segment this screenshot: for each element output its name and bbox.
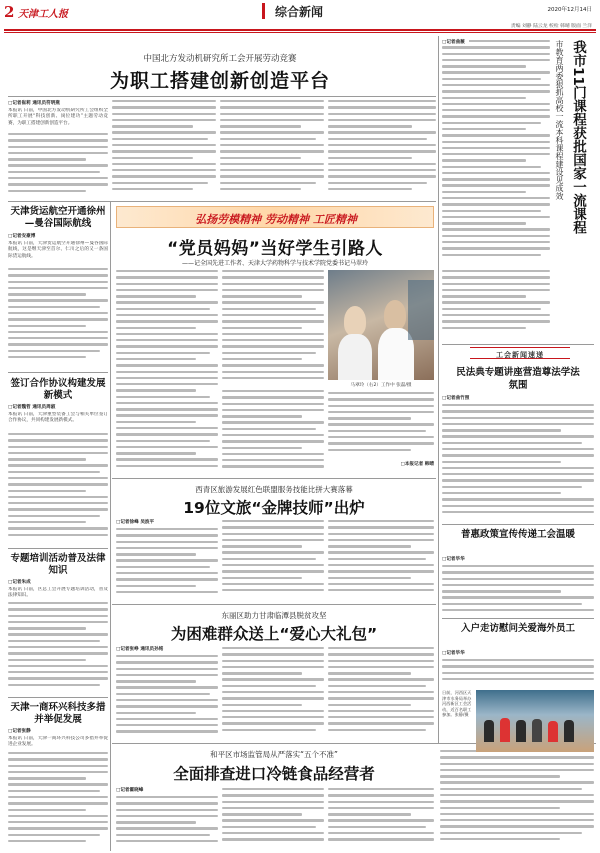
lead-body-col4 [328,100,436,197]
feature-text-col2 [222,270,324,386]
xiqing-kicker: 西青区旅游发展红色联盟服务技能比拼大赛落幕 [195,485,353,494]
lead-headline: 为职工搭建创新创造平台 [109,70,330,92]
paper-name: 天津工人报 [18,9,68,20]
union-item-1-text [442,404,594,520]
lead-body: 本报讯 日前，中国北方发动机研究所工会组织全所职工开展“科技创新、岗位建功”主题劳动竞赛，为职工搭建创新创造平台。 [8,108,108,126]
brief-3-title: 专题培训活动普及法律知识 [10,553,106,576]
union-item-1-title: 民法典专题讲座营造尊法学法氛围 [456,367,580,391]
dongli-headline: 为困难群众送上“爱心大礼包” [170,625,378,643]
masthead-rule-thin [4,32,596,33]
heping-headline: 全面排查进口冷链食品经营者 [173,765,375,783]
feature-text-col3a [222,390,324,474]
union-item-3-title: 入户走访慰问关爱海外员工 [460,623,575,634]
union-item-1-byline: □记者曲竹照 [442,396,470,401]
union-item-2-text [442,565,594,615]
brief-3-body: 本报讯 日前，区总工会开展专题培训活动，普及法律知识。 [8,587,108,599]
brief-4-body: 本报讯 日前，天津一商环兴科技公司多措并举促进企业发展。 [8,736,108,748]
channel-tag-text: 工会新闻速递 [496,351,544,359]
brief-3-text [8,602,108,692]
union-item-3-text [442,659,594,687]
brief-4-byline: □记者张静 [8,729,31,734]
lead-body-col1 [8,133,108,197]
dongli-text-1 [116,655,218,739]
course-kicker: 市教育两委狠抓高校一流本科课程建设见成效 [555,40,564,200]
course-byline: □记者曲薇 [442,40,469,46]
feature-text-col1 [116,270,218,474]
brief-1-text [8,268,108,364]
xiqing-text-1 [116,528,218,600]
brief-2-body: 本报讯 日前，天津重型装备工会与相关单位签订合作协议，共同构建发展新模式。 [8,412,108,424]
brief-4-text [8,752,108,848]
heping-text-2 [222,788,324,850]
feature-subtitle: ——记全国先进工作者、天津大学药物科学与技术学院党委书记马翠玲 [181,260,368,267]
dongli-byline: □记者张峥 通讯员孙铭 [116,647,164,652]
feature-text-col3b [328,392,434,458]
heping-text-3 [328,788,434,850]
feature-byline: □本报记者 韩晴 [400,462,434,467]
brief-3-byline: □记者朱成 [8,580,31,585]
brief-1-body: 本报讯 日前，天津货运航空开通徐州—曼谷国际航线，这是继天津至首尔、仁川之后的又一条国际货运航线。 [8,241,108,259]
issue-date: 2020年12月14日 [547,7,592,13]
feature-photo [328,270,434,380]
page-number: 2 [4,3,15,21]
brief-1-byline: □记者安豪博 [8,234,36,239]
heping-text-1 [116,796,218,850]
lead-byline: □记者崔莉 通讯员符明燕 [8,101,60,106]
lead-body-col2 [112,100,216,197]
editors-line: 责编 刘静 陆云龙 校检 韩晴 版面 兰洋 [510,24,592,29]
masthead-rule [4,29,596,31]
dongli-text-2 [222,647,324,739]
lead-kicker: 中国北方发动机研究所工会开展劳动竞赛 [143,54,297,64]
heping-byline: □记者霍晓峰 [116,788,144,793]
brief-4-title: 天津一商环兴科技多措并举促发展 [10,702,106,725]
xiqing-byline: □记者徐峰 吴波平 [116,520,155,525]
union-item-2-title: 普惠政策宣传传递工会温暖 [460,529,575,540]
brief-2-text [8,433,108,543]
spirit-banner [116,206,434,228]
channel-tag [470,347,570,359]
lead-body-col3 [220,100,324,197]
course-text-col1 [442,40,550,266]
right-photo-caption: 日前，河西区天津市水务局举办河西新区工会活动，近百名职工参加。张静/摄 [442,690,472,718]
feature-photo-caption: 马翠玲（右2）工作中 张磊/摄 [350,383,412,388]
section-tab [262,3,338,19]
heping-text-4 [440,750,594,850]
xiqing-text-2 [222,520,324,600]
xiqing-headline: 19位文旅“金牌技师”出炉 [183,499,365,517]
dongli-text-3 [328,647,434,739]
course-headline: 我市11门课程获批国家一流课程 [570,40,586,235]
dongli-kicker: 东丽区助力甘肃临潭县脱贫攻坚 [221,611,327,620]
spirit-banner-text: 弘扬劳模精神 劳动精神 工匠精神 [195,213,357,226]
right-photo [476,690,594,752]
union-item-2-byline: □记者毕华 [442,557,465,562]
brief-2-title: 签订合作协议构建发展新模式 [10,378,106,401]
course-text-col2 [442,270,550,338]
heping-kicker: 和平区市场监管局从严落实“五个不准” [210,750,338,759]
xiqing-text-3 [328,520,434,600]
brief-1-title: 天津货运航空开通徐州—曼谷国际航线 [10,206,106,229]
brief-2-byline: □记者魏哲 通讯员周淑 [8,405,56,410]
union-item-3-byline: □记者毕华 [442,651,465,656]
section-title: 综合新闻 [275,5,324,19]
feature-headline: “党员妈妈”当好学生引路人 [167,239,383,259]
